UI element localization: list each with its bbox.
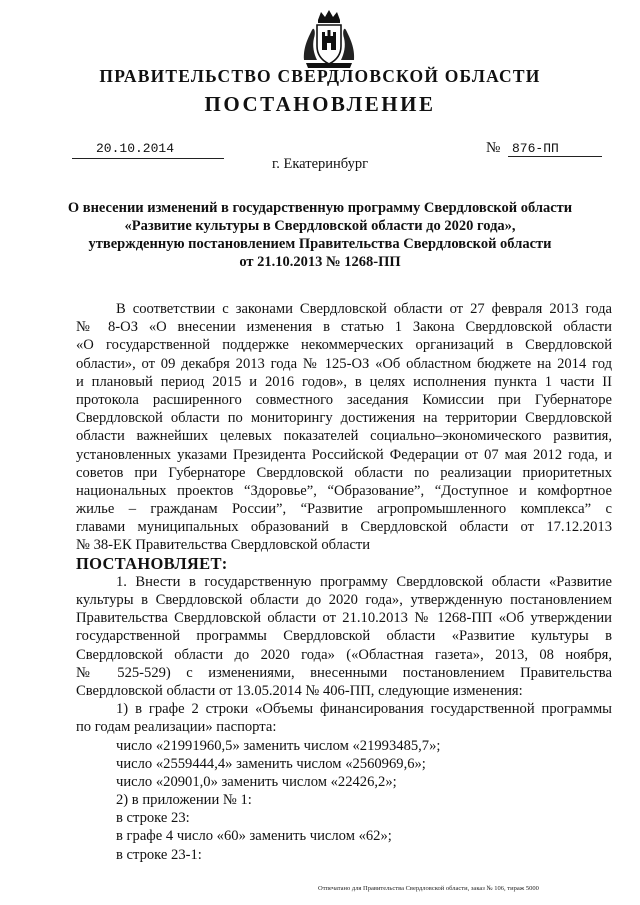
subject-line: от 21.10.2013 № 1268-ПП xyxy=(239,254,401,270)
subject-line: «Развитие культуры в Свердловской области до 2020 года», xyxy=(124,218,516,234)
change-line: в строке 23-1: xyxy=(116,846,202,863)
number-value: 876-ПП xyxy=(508,142,602,157)
preamble-line: советов при Губернаторе Свердловской области по реализации приоритетных xyxy=(76,464,612,481)
preamble-line: области», от 09 декабря 2013 года № 125-ОЗ «Об областном бюджете на 2014 год xyxy=(76,355,612,372)
change-line: число «21991960,5» заменить числом «21993485,7»; xyxy=(116,737,441,754)
preamble-line: области важнейших целевых показателей социально–экономического развития, xyxy=(76,428,612,445)
subitem-line: 1) в графе 2 строки «Объемы финансирования государственной программы xyxy=(116,701,612,718)
item1-line: № 525-529) с изменениями, внесенными постановлением Правительства xyxy=(76,664,612,681)
number-sign: № xyxy=(486,140,501,156)
change-line: 2) в приложении № 1: xyxy=(116,792,252,809)
change-line: число «2559444,4» заменить числом «2560969,6»; xyxy=(116,755,426,772)
preamble-line: национальных проектов “Здоровье”, “Образование”, “Доступное и комфортное xyxy=(76,482,612,499)
preamble-line: жилье – гражданам России”, “Развитие агропромышленного комплекса” с xyxy=(76,501,612,518)
item1-line: 1. Внести в государственную программу Свердловской области «Развитие xyxy=(116,573,612,590)
item1-line: Свердловской области до 2020 года» («Областная газета», 2013, 08 ноября, xyxy=(76,646,612,663)
change-line: число «20901,0» заменить числом «22426,2»; xyxy=(116,773,397,790)
item1-line: Правительства Свердловской области от 21.10.2013 № 1268-ПП «Об утверждении xyxy=(76,610,612,627)
city: г. Екатеринбург xyxy=(271,156,369,172)
item1-line: Свердловской области от 13.05.2014 № 406-ПП, следующие изменения: xyxy=(76,682,523,699)
change-line: в строке 23: xyxy=(116,810,190,827)
change-line: в графе 4 число «60» заменить числом «62»; xyxy=(116,828,392,845)
subitem-line: по годам реализации» паспорта: xyxy=(76,719,277,736)
preamble-line: № 38-ЕК Правительства Свердловской области xyxy=(76,537,371,554)
document-subject xyxy=(60,199,580,271)
item1-line: государственной программы Свердловской области «Развитие культуры в xyxy=(76,628,612,645)
preamble-line: «О государственной поддержке некоммерческих организаций в Свердловской xyxy=(76,337,612,354)
subject-line: утвержденную постановлением Правительства Свердловской области xyxy=(88,236,552,252)
print-footer: Отпечатано для Правительства Свердловской области, заказ № 106, тираж 5000 xyxy=(318,885,539,892)
preamble-line: № 8-ОЗ «О внесении изменения в статью 1 Закона Свердловской области xyxy=(76,319,612,336)
document-body xyxy=(76,300,612,864)
item1-line: культуры в Свердловской области до 2020 года», утвержденную постановлением xyxy=(76,592,612,608)
preamble-line: и плановый период 2015 и 2016 годов», в целях исполнения пункта 1 части II xyxy=(76,373,612,390)
preamble-line: главами муниципальных образований в Свердловской области от 17.12.2013 xyxy=(76,519,612,536)
preamble-line: Свердловской области по мониторингу достижения на территории Свердловской xyxy=(76,410,612,427)
resolves-heading: ПОСТАНОВЛЯЕТ: xyxy=(76,554,228,573)
preamble-line: В соответствии с законами Свердловской области от 27 февраля 2013 года xyxy=(116,301,612,317)
government-title: ПРАВИТЕЛЬСТВО СВЕРДЛОВСКОЙ ОБЛАСТИ xyxy=(99,66,541,86)
document-date: 20.10.2014 xyxy=(72,142,224,159)
preamble-line: установленных указами Президента Российской Федерации от 07 мая 2012 года, и xyxy=(76,446,612,463)
coat-of-arms-icon xyxy=(300,8,358,72)
subject-line: О внесении изменений в государственную программу Свердловской области xyxy=(67,200,573,216)
preamble-line: протокола расширенного совместного заседания Комиссии при Губернаторе xyxy=(76,391,612,408)
document-type: ПОСТАНОВЛЕНИЕ xyxy=(204,92,436,116)
